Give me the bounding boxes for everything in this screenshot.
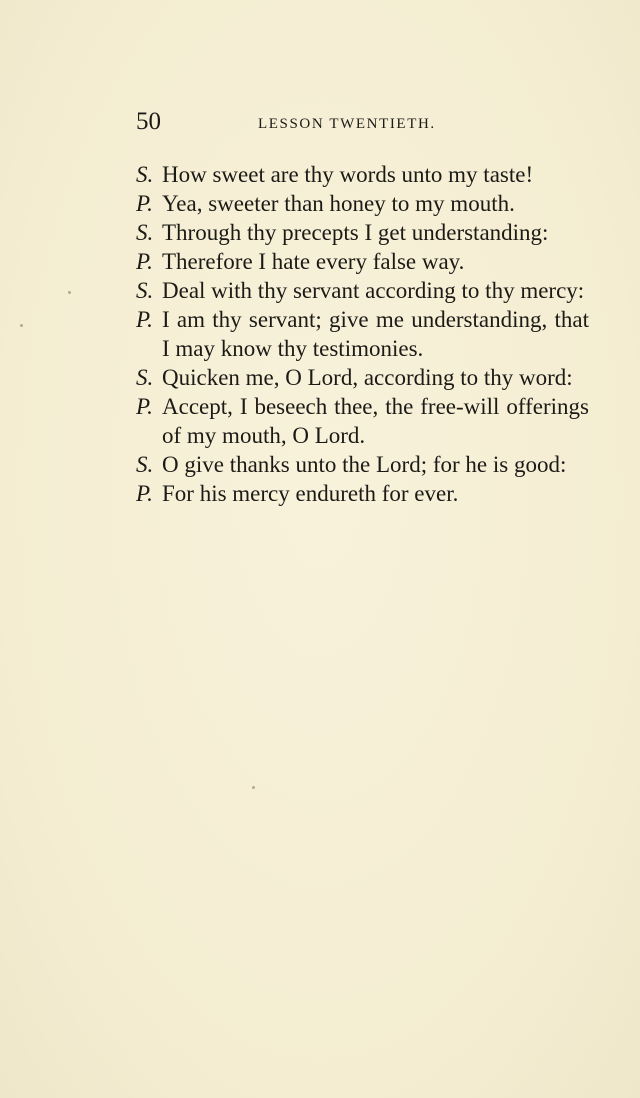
verse-line bbox=[136, 305, 589, 363]
speaker-label: S . bbox=[136, 160, 162, 189]
verse-line bbox=[136, 450, 589, 479]
running-head: LESSON TWENTIETH. bbox=[258, 116, 436, 132]
speaker-label: S . bbox=[136, 363, 162, 392]
verse-text: O give thanks unto the Lord; for he is good: bbox=[162, 452, 567, 477]
speaker-label: S . bbox=[136, 450, 162, 479]
verse-text: Yea, sweeter than honey to my mouth. bbox=[162, 191, 515, 216]
verse-line bbox=[136, 247, 589, 276]
verse-text: For his mercy endureth for ever. bbox=[162, 481, 459, 506]
speaker-label: P . bbox=[136, 247, 162, 276]
verse-text: Therefore I hate every false way. bbox=[162, 249, 465, 274]
page-header bbox=[136, 108, 590, 138]
paper-speck bbox=[68, 291, 71, 294]
verse-text: How sweet are thy words unto my taste! bbox=[162, 162, 534, 187]
verse-line bbox=[136, 218, 589, 247]
speaker-label: P . bbox=[136, 479, 162, 508]
speaker-label: S . bbox=[136, 218, 162, 247]
verse-text: Quicken me, O Lord, according to thy word: bbox=[162, 365, 573, 390]
speaker-label: P . bbox=[136, 189, 162, 218]
verse-line bbox=[136, 392, 589, 450]
verse-text: Accept, I beseech thee, the free-will offerings of my mouth, O Lord. bbox=[162, 394, 589, 448]
verse-text: Through thy precepts I get understanding: bbox=[162, 220, 549, 245]
verse-text: Deal with thy servant according to thy mercy: bbox=[162, 278, 585, 303]
speaker-label: S . bbox=[136, 276, 162, 305]
responsive-reading bbox=[136, 160, 589, 508]
paper-speck bbox=[252, 786, 255, 789]
verse-line bbox=[136, 363, 589, 392]
verse-line bbox=[136, 276, 589, 305]
verse-line bbox=[136, 160, 589, 189]
paper-speck bbox=[20, 324, 23, 327]
speaker-label: P . bbox=[136, 305, 162, 334]
verse-line bbox=[136, 189, 589, 218]
page-number: 50 bbox=[136, 108, 161, 135]
verse-line bbox=[136, 479, 589, 508]
verse-text: I am thy servant; give me understanding, that I may know thy testimonies. bbox=[162, 307, 589, 361]
speaker-label: P . bbox=[136, 392, 162, 421]
